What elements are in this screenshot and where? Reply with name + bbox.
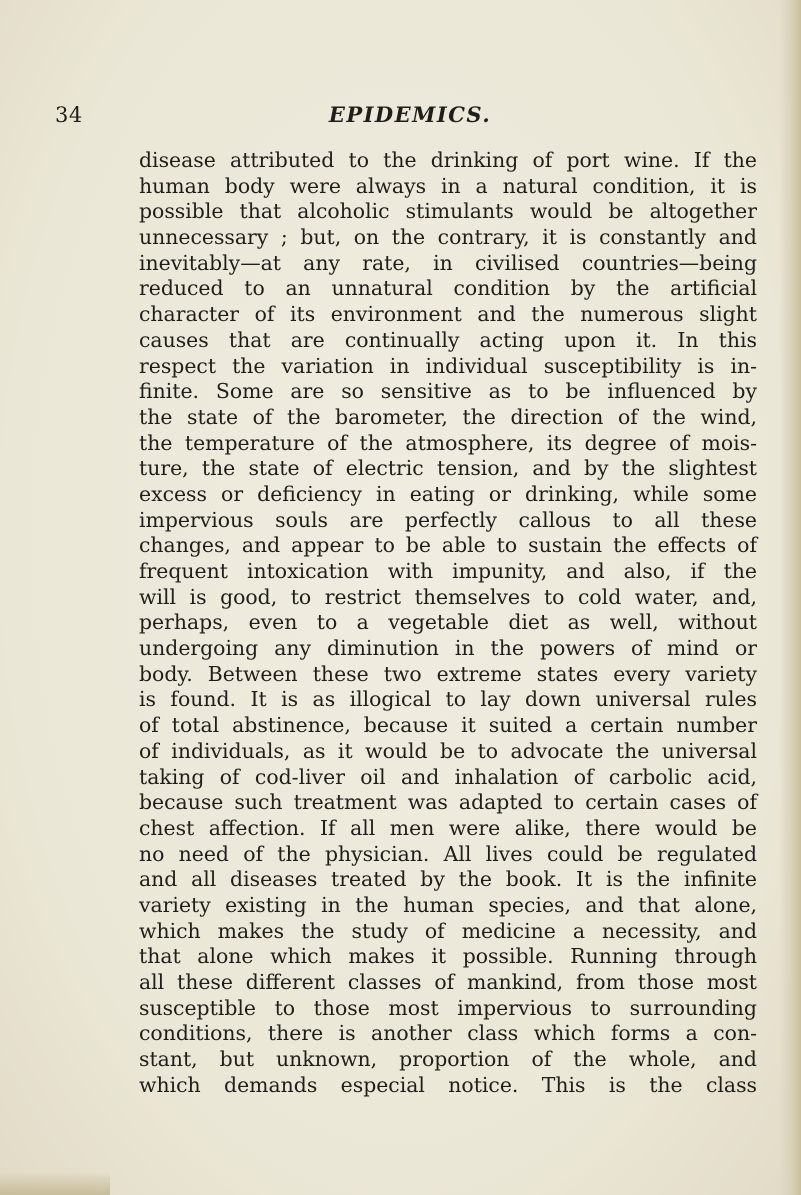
page-corner-stain — [0, 1171, 110, 1195]
text-line: excess or deficiency in eating or drinking, while some — [139, 481, 757, 506]
text-line: will is good, to restrict themselves to cold water, and, — [139, 584, 757, 609]
text-line: which makes the study of medicine a necessity, and — [139, 918, 757, 943]
text-line: and all diseases treated by the book. It is the infinite — [139, 867, 757, 892]
text-line: because such treatment was adapted to certain cases of — [139, 790, 757, 815]
text-line: possible that alcoholic stimulants would be altogether — [139, 199, 757, 224]
text-line: reduced to an unnatural condition by the artificial — [139, 276, 757, 301]
text-line: which demands especial notice. This is the class — [139, 1072, 757, 1097]
text-line: of total abstinence, because it suited a certain number — [139, 713, 757, 738]
text-line: frequent intoxication with impunity, and also, if the — [139, 559, 757, 583]
text-line: inevitably—at any rate, in civilised countries—being — [139, 250, 757, 275]
text-line: undergoing any diminution in the powers of mind or — [139, 636, 757, 661]
text-line: disease attributed to the drinking of port wine. If the — [139, 148, 757, 172]
text-line: chest affection. If all men were alike, there would be — [139, 815, 757, 840]
page-header — [55, 98, 765, 132]
page-number: 34 — [55, 103, 83, 127]
text-line: ture, the state of electric tension, and by the slightest — [139, 456, 757, 481]
text-line: stant, but unknown, proportion of the whole, and — [139, 1047, 757, 1072]
text-line: no need of the physician. All lives could be regulated — [139, 841, 757, 866]
text-line: perhaps, even to a vegetable diet as well, without — [139, 610, 757, 635]
text-line: is found. It is as illogical to lay down universal rules — [139, 687, 757, 712]
text-line: causes that are continually acting upon it. In this — [139, 327, 757, 352]
text-line: the state of the barometer, the direction of the wind, — [139, 404, 757, 429]
text-line: of individuals, as it would be to advocate the universal — [139, 738, 757, 763]
text-line: character of its environment and the numerous slight — [139, 302, 757, 327]
text-line: finite. Some are so sensitive as to be influenced by — [139, 379, 757, 404]
running-head: EPIDEMICS. — [328, 102, 492, 127]
text-line: variety existing in the human species, and that alone, — [139, 892, 757, 917]
page-edge-shadow — [779, 0, 801, 1195]
text-line: body. Between these two extreme states every variety — [139, 661, 757, 686]
text-line: that alone which makes it possible. Running through — [139, 944, 757, 969]
text-line: susceptible to those most impervious to surrounding — [139, 995, 757, 1020]
text-line: unnecessary ; but, on the contrary, it is constantly and — [139, 225, 757, 250]
text-line: changes, and appear to be able to sustain the effects of — [139, 533, 757, 558]
text-line: conditions, there is another class which forms a con- — [139, 1021, 757, 1046]
text-line: the temperature of the atmosphere, its degree of mois- — [139, 430, 757, 455]
text-line: taking of cod-liver oil and inhalation of carbolic acid, — [139, 764, 757, 789]
text-line: impervious souls are perfectly callous to all these — [139, 507, 757, 532]
text-line: all these different classes of mankind, from those most — [139, 970, 757, 994]
text-line: respect the variation in individual susceptibility is in- — [139, 353, 757, 378]
body-text — [139, 148, 757, 1098]
text-line: human body were always in a natural condition, it is — [139, 173, 757, 198]
